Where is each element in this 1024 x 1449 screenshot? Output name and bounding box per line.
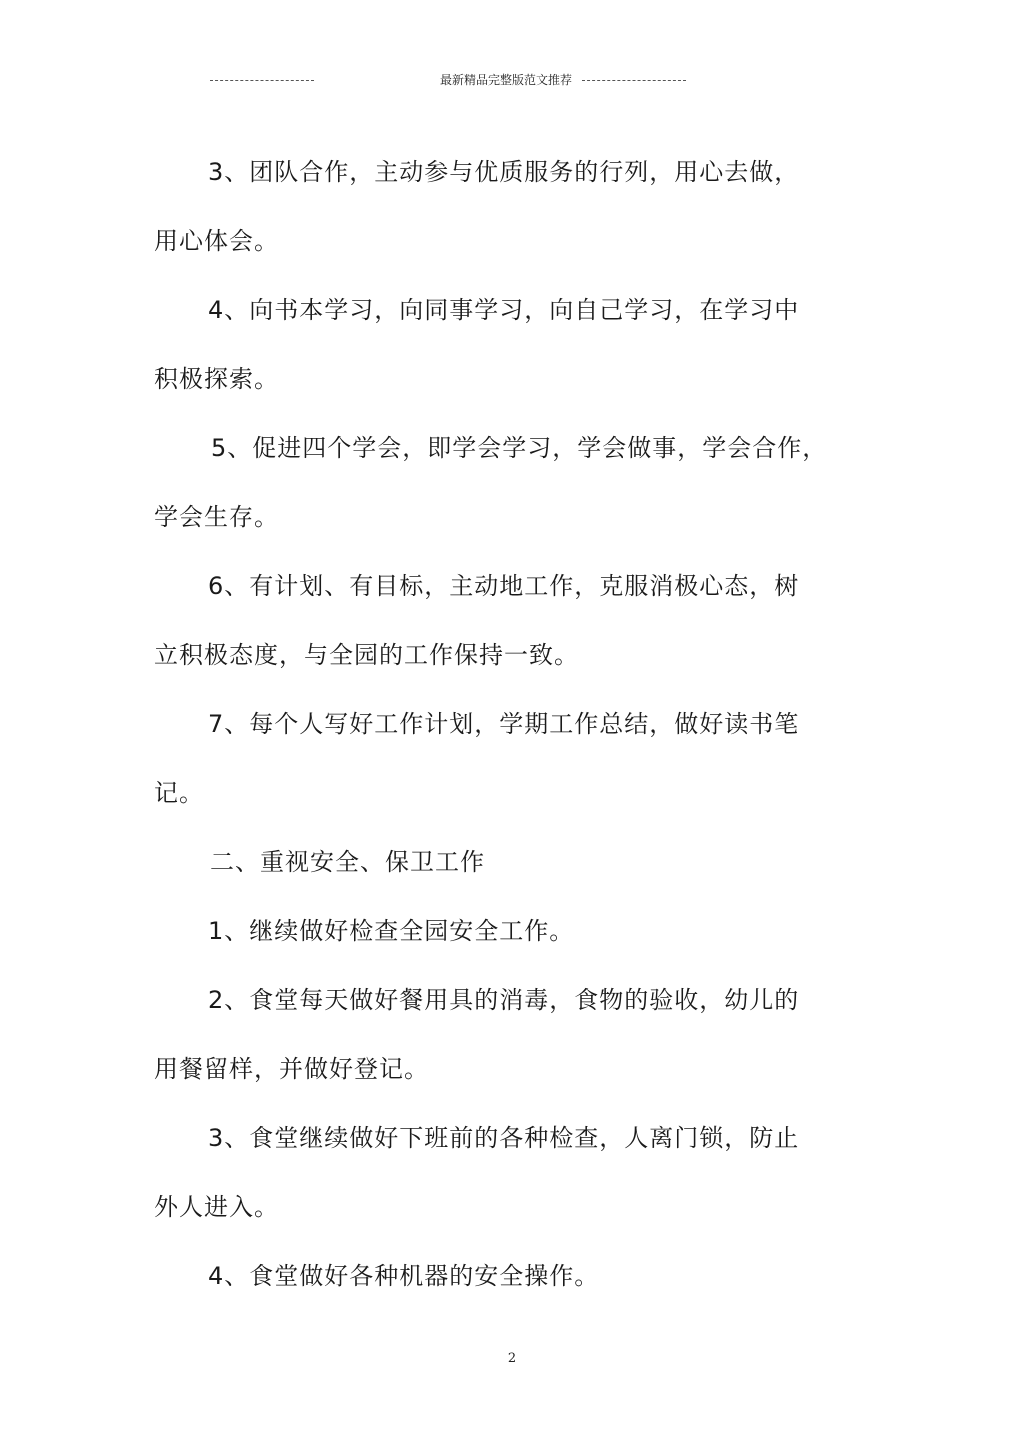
header-rule-right	[582, 80, 686, 81]
paragraph-line: 外人进入。	[154, 1193, 279, 1221]
paragraph-line: 学会生存。	[154, 503, 279, 531]
paragraph-line: 5、促进四个学会，即学会学习，学会做事，学会合作，	[211, 434, 828, 462]
paragraph-line: 3、团队合作，主动参与优质服务的行列，用心去做，	[208, 158, 800, 186]
paragraph-line: 3、食堂继续做好下班前的各种检查，人离门锁，防止	[208, 1124, 800, 1152]
paragraph-line: 6、有计划、有目标，主动地工作，克服消极心态，树	[208, 572, 800, 600]
paragraph-line: 记。	[154, 779, 204, 807]
paragraph-line: 7、每个人写好工作计划，学期工作总结，做好读书笔	[208, 710, 800, 738]
page-header	[0, 72, 1024, 88]
header-rule-left	[210, 80, 314, 81]
paragraph-line: 用餐留样，并做好登记。	[154, 1055, 429, 1083]
paragraph-line: 4、食堂做好各种机器的安全操作。	[208, 1262, 600, 1290]
page-number: 2	[507, 1351, 517, 1366]
paragraph-line: 2、食堂每天做好餐用具的消毒，食物的验收，幼儿的	[208, 986, 800, 1014]
paragraph-line: 用心体会。	[154, 227, 279, 255]
paragraph-line: 1、继续做好检查全园安全工作。	[208, 917, 575, 945]
header-title: 最新精品完整版范文推荐	[440, 73, 573, 87]
paragraph-line: 4、向书本学习，向同事学习，向自己学习，在学习中	[208, 296, 800, 324]
paragraph-line: 积极探索。	[154, 365, 279, 393]
section-heading: 二、重视安全、保卫工作	[210, 848, 485, 876]
paragraph-line: 立积极态度，与全园的工作保持一致。	[154, 641, 579, 669]
